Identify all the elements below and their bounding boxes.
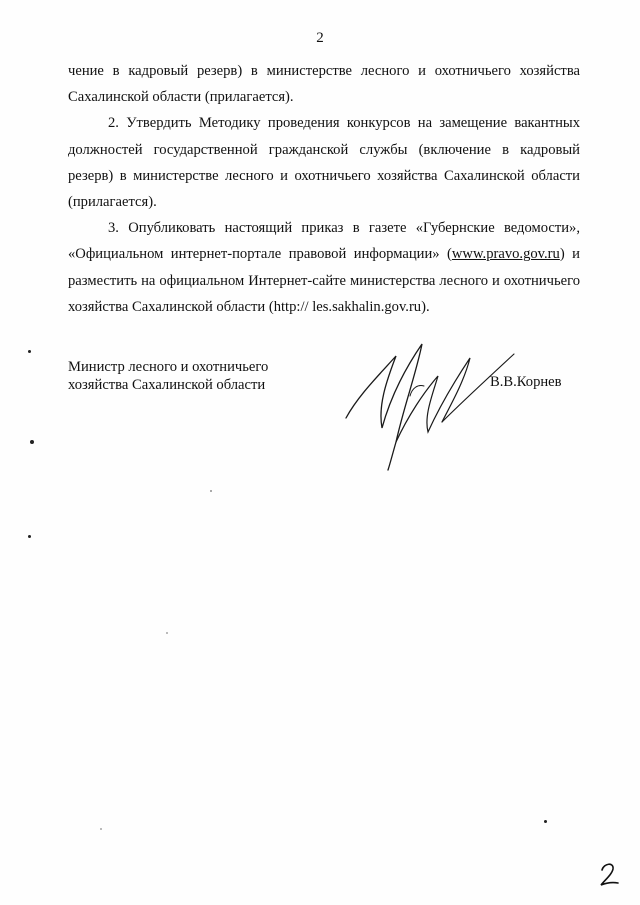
signatory-name: В.В.Корнев — [490, 374, 562, 390]
signatory-title-line-2: хозяйства Сахалинской области — [68, 377, 266, 393]
scan-speck — [28, 350, 31, 353]
paragraph-3-text-end: ) и разместить на официальном Интернет-сайте министерства лесного и охотничьего хозяйства Сахалинской области (http:// les.sakhalin.gov.ru). — [68, 246, 580, 315]
scan-speck — [28, 535, 31, 538]
signatory-title — [68, 358, 268, 394]
signatory-title-line-1: Министр лесного и охотничьего — [68, 359, 269, 375]
document-body — [68, 58, 580, 320]
scan-speck — [210, 490, 212, 492]
paragraph-3 — [68, 215, 580, 320]
handwritten-page-number — [598, 860, 620, 888]
paragraph-1: чение в кадровый резерв) в министерстве лесного и охотничьего хозяйства Сахалинской области (прилагается). — [68, 63, 580, 106]
page-number: 2 — [316, 30, 324, 46]
scan-speck — [166, 632, 168, 634]
handwritten-signature — [338, 336, 528, 476]
paragraph-3-text-start: 3. Опубликовать настоящий приказ в газете «Губернские ведомости», «Официальном интернет-портале правовой информации» ( — [68, 220, 580, 263]
paragraph-2: 2. Утвердить Методику проведения конкурсов на замещение вакантных должностей государственной гражданской службы (включение в кадровый резерв) в министерстве лесного и охотничьего хозяйства Сахалинской области (прилагается). — [68, 115, 580, 211]
scan-speck — [544, 820, 547, 823]
scan-speck — [30, 440, 34, 444]
pravo-gov-link[interactable]: www.pravo.gov.ru — [451, 246, 560, 263]
scan-speck — [100, 828, 102, 830]
